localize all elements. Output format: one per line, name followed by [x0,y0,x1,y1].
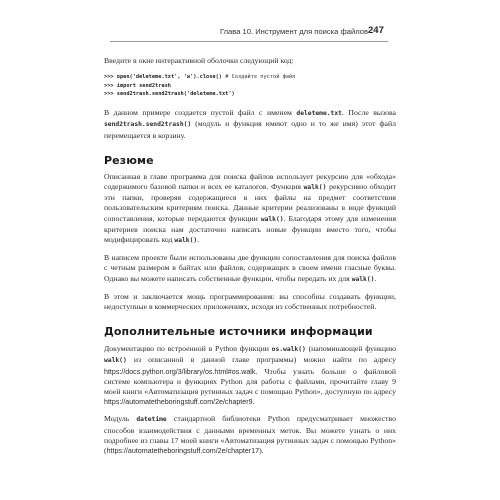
url-link[interactable]: https://docs.python.org/3/library/os.html#os.walk [104,367,256,376]
code-line-1: >>> open('deleteme.txt', 'w').close() # Создайте пустой файл [104,74,296,81]
inline-code: send2trash.send2trash() [104,121,192,129]
code-line-3: >>> send2trash.send2trash('deleteme.txt') [104,90,235,97]
code-line-2: >>> import send2trash [104,82,171,89]
inline-code: walk() [104,357,127,365]
inline-code: os.walk() [271,346,306,354]
page-number: 247 [368,25,384,36]
inline-code: walk() [174,236,198,244]
url-link[interactable]: https://automatetheboringstuff.com/2e/chapter9 [104,398,253,407]
spacer [104,285,396,292]
page-content [104,56,396,456]
spacer [104,407,396,414]
resume-paragraph-1: Описанная в главе программа для поиска файлов использует рекурсию для «обхода» содержимого базовой папки и всех ее каталогов. Функция walk() рекурсивно обходит эти папки, проверяя содержащиеся в них файлы на предмет соответствия пользовательским критериям поиска. Данные критерии реализованы в виде функций сопоставления, которые передаются функции walk(). Благодаря этому для изменения критериев поиска нам достаточно написать новые функции вместо того, чтобы модифицировать код walk(). [104,171,397,244]
running-header [110,27,388,42]
inline-code: walk() [351,275,375,283]
resume-paragraph-2: В напиcем проекте были использованы две функции сопоставления для поиска файлов с четным размером в байтах или файлов, содержащих в своем имени гласные буквы. Однако вы можете написать собственные функции, чтобы передать их для walk(). [104,253,396,283]
url-link[interactable]: https://automatetheboringstuff.com/2e/chapter17 [106,446,260,455]
inline-code: deleteme.txt [296,110,342,118]
inline-code: datetime [136,416,167,424]
intro-paragraph: Введите в окне интерактивной оболочки следующий код: [104,56,294,65]
sources-paragraph-2: Модуль datetime стандартной библиотеки Python предусматривает множество способов взаимодействия с данными временных меток. Вы можете узнать о них подробнее из главы 17 моей книги «Автоматизация рутинных задач с помощью Python» (https://automatetheboringstuff.com/2e/chapter17). [104,414,397,455]
resume-paragraph-3: В этом и заключается мощь программирования: вы способны создавать функции, недоступные в коммерческих приложениях, исходя из собственных потребностей. [104,291,396,311]
chapter-title: Глава 10. Инструмент для поиска файлов [219,27,368,36]
code-listing [104,73,396,98]
paragraph-after-code: В данном примере создается пустой файл с именем deleteme.txt. После вызова send2trash.send2trash() (модуль и функция имеют одно и то же имя) этот файл перемещается в корзину. [104,108,396,140]
inline-code: walk() [260,215,284,223]
sources-paragraph-1: Документацию по встроенной в Python функции os.walk() (напоминающей функцию walk() из описанной в данной главе программы) можно найти по адресу https://docs.python.org/3/library/os.html#os.walk. Чтобы узнать больше о файловой системе компьютера и функциях Python для работы с файлами, прочитайте главу 9 моей книги «Автоматизация рутинных задач с помощью Python», доступную по адресу https://automatetheboringstuff.com/2e/chapter9. [104,344,396,407]
section-heading-sources: Дополнительные источники информации [104,325,373,339]
code-comment: # Создайте пустой файл [222,74,296,81]
section-heading-resume: Резюме [104,153,154,167]
inline-code: walk() [303,183,327,191]
spacer [104,246,396,253]
